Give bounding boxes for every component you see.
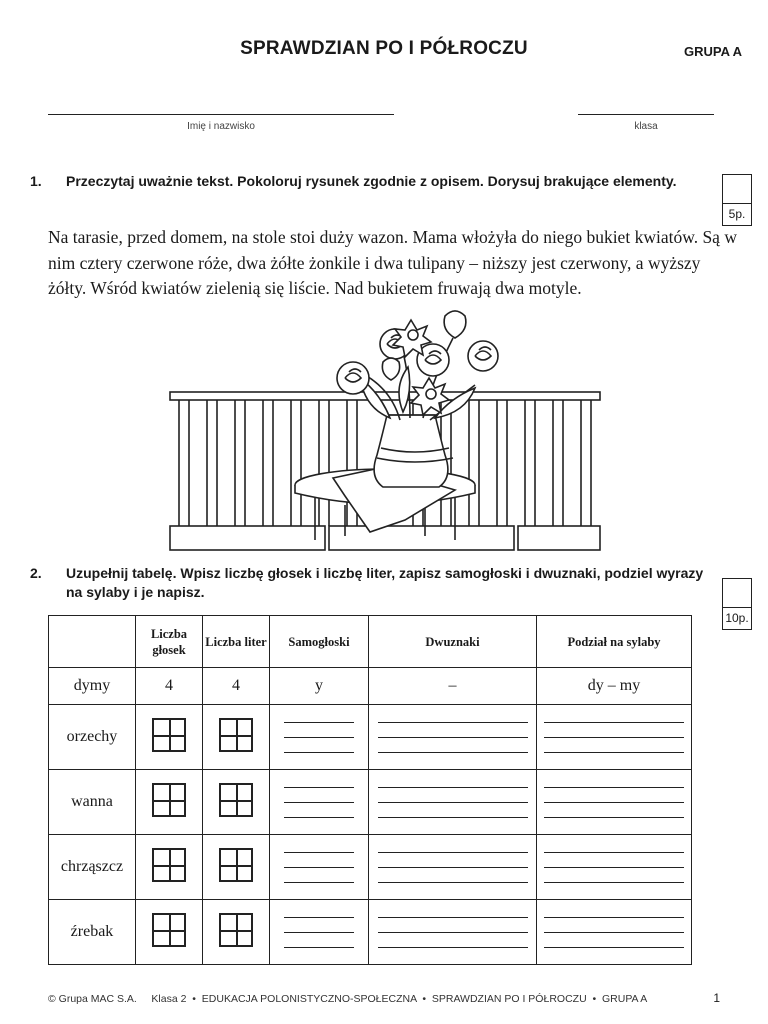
table-row xyxy=(49,835,692,900)
example-letters: 4 xyxy=(203,668,270,705)
task2-text: Uzupełnij tabelę. Wpisz liczbę głosek i liczbę liter, zapisz samogłoski i dwuznaki, podziel wyrazy na sylaby i je napisz. xyxy=(66,565,704,600)
task1-points-label: 5p. xyxy=(728,207,746,221)
page-number: 1 xyxy=(713,991,720,1005)
task2-points-box[interactable] xyxy=(722,578,752,630)
task1-number: 1. xyxy=(30,173,42,189)
digraphs-lines[interactable] xyxy=(369,900,537,965)
vowels-lines[interactable] xyxy=(270,900,369,965)
table-row xyxy=(49,900,692,965)
vowels-lines[interactable] xyxy=(270,705,369,770)
story-text: Na tarasie, przed domem, na stole stoi duży wazon. Mama włożyła do niego bukiet kwiatów. Są w nim cztery czerwone róże, dwa żółte żonkile i dwa tulipany – niższy jest czerwony, a wyższy żółty. Wśród kwiatów zielenią się liście. Nad bukietem fruwają dwa motyle. xyxy=(48,227,737,298)
task2-score-field[interactable] xyxy=(723,579,751,608)
header-digraphs: Dwuznaki xyxy=(369,616,537,668)
word-cell: źrebak xyxy=(49,900,136,965)
example-syllables: dy – my xyxy=(537,668,692,705)
word-cell: wanna xyxy=(49,770,136,835)
vase-flowers-illustration[interactable] xyxy=(165,300,605,555)
name-line[interactable] xyxy=(48,114,394,115)
class-label: klasa xyxy=(634,121,658,132)
word-cell: orzechy xyxy=(49,705,136,770)
header-sounds: Liczba głosek xyxy=(136,616,203,668)
footer-text: © Grupa MAC S.A. Klasa 2 • EDUKACJA POLONISTYCZNO-SPOŁECZNA • SPRAWDZIAN PO I PÓŁROCZU • GRUPA A xyxy=(48,993,648,1005)
header-syllables: Podział na sylaby xyxy=(537,616,692,668)
digraphs-lines[interactable] xyxy=(369,705,537,770)
sounds-boxes[interactable] xyxy=(136,770,203,835)
letters-boxes[interactable] xyxy=(203,770,270,835)
header-letters: Liczba liter xyxy=(203,616,270,668)
letters-boxes[interactable] xyxy=(203,835,270,900)
digraphs-lines[interactable] xyxy=(369,835,537,900)
table-row xyxy=(49,705,692,770)
sounds-boxes[interactable] xyxy=(136,900,203,965)
task1-text: Przeczytaj uważnie tekst. Pokoloruj rysunek zgodnie z opisem. Dorysuj brakujące elementy. xyxy=(66,173,677,189)
task2-points-label: 10p. xyxy=(725,611,749,625)
syllables-lines[interactable] xyxy=(537,705,692,770)
example-word: dymy xyxy=(49,668,136,705)
digraphs-lines[interactable] xyxy=(369,770,537,835)
task1-instruction xyxy=(30,172,688,191)
group-label: GRUPA A xyxy=(683,44,742,59)
class-line[interactable] xyxy=(578,114,714,115)
task1-points-box[interactable] xyxy=(722,174,752,226)
syllables-lines[interactable] xyxy=(537,770,692,835)
task2-number: 2. xyxy=(30,565,42,581)
page-title: SPRAWDZIAN PO I PÓŁROCZU xyxy=(240,38,528,59)
sounds-boxes[interactable] xyxy=(136,835,203,900)
table-row xyxy=(49,770,692,835)
task2-instruction xyxy=(30,564,718,602)
word-cell: chrząszcz xyxy=(49,835,136,900)
vowels-lines[interactable] xyxy=(270,770,369,835)
vowels-lines[interactable] xyxy=(270,835,369,900)
task1-score-field[interactable] xyxy=(723,175,751,204)
sounds-boxes[interactable] xyxy=(136,705,203,770)
example-digraphs: – xyxy=(369,668,537,705)
syllables-lines[interactable] xyxy=(537,900,692,965)
syllables-lines[interactable] xyxy=(537,835,692,900)
name-label: Imię i nazwisko xyxy=(187,121,255,132)
example-sounds: 4 xyxy=(136,668,203,705)
letters-boxes[interactable] xyxy=(203,900,270,965)
example-row xyxy=(49,668,692,705)
header-word xyxy=(49,616,136,668)
header-vowels: Samogłoski xyxy=(270,616,369,668)
phonetics-table xyxy=(48,615,692,965)
letters-boxes[interactable] xyxy=(203,705,270,770)
example-vowels: y xyxy=(270,668,369,705)
